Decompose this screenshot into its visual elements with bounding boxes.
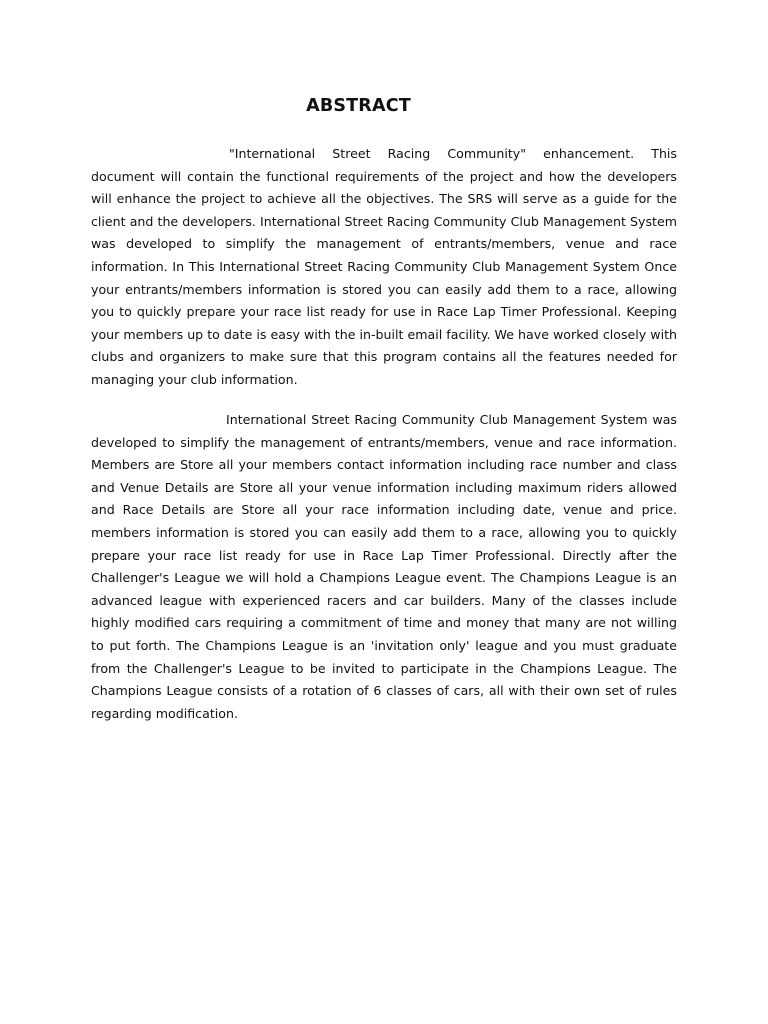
abstract-paragraph-2: International Street Racing Community Club Management System was developed to simplify the management of entrants/members, venue and race information. Members are Store all your members contact information including race number and class and Venue Details are Store all your venue information including maximum riders allowed and Race Details are Store all your race information including date, venue and price. members information is stored you can easily add them to a race, allowing you to quickly prepare your race list ready for use in Race Lap Timer Professional. Directly after the Challenger's League we will hold a Champions League event. The Champions League is an advanced league with experienced racers and car builders. Many of the classes include highly modified cars requiring a commitment of time and money that many are not willing to put forth. The Champions League is an 'invitation only' league and you must graduate from the Challenger's League to be invited to participate in the Champions League. The Champions League consists of a rotation of 6 classes of cars, all with their own set of rules regarding modification. xyxy=(91,412,677,721)
abstract-paragraph-1: "International Street Racing Community" enhancement. This document will contain the functional requirements of the project and how the developers will enhance the project to achieve all the objectives. The SRS will serve as a guide for the client and the developers. International Street Racing Community Club Management System was developed to simplify the management of entrants/members, venue and race information. In This International Street Racing Community Club Management System Once your entrants/members information is stored you can easily add them to a race, allowing you to quickly prepare your race list ready for use in Race Lap Timer Professional. Keeping your members up to date is easy with the in-built email facility. We have worked closely with clubs and organizers to make sure that this program contains all the features needed for managing your club information. xyxy=(91,146,677,387)
page-title: ABSTRACT xyxy=(306,96,411,116)
